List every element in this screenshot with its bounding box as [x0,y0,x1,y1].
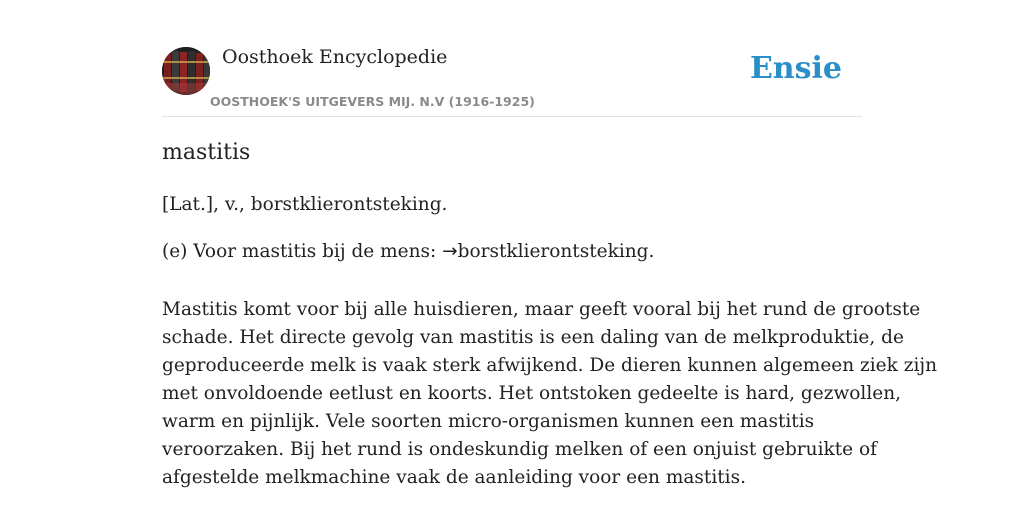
entry-definition: [Lat.], v., borstklierontsteking. [162,194,448,215]
body-line: veroorzaken. Bij het rund is ondeskundig melken of een onjuist gebruikte of [162,439,877,460]
article-page [162,0,938,488]
reference-link-label: borstklierontsteking [457,241,649,262]
brand-logo[interactable]: Ensie [749,51,842,86]
entry-body [162,296,938,492]
body-line: schade. Het directe gevolg van mastitis is een daling van de melkproduktie, de [162,327,904,348]
source-name[interactable]: Oosthoek Encyclopedie [222,46,448,68]
body-line: geproduceerde melk is vaak sterk afwijkend. De dieren kunnen algemeen ziek zijn [162,355,938,376]
body-line: afgestelde melkmachine vaak de aanleiding voor een mastitis. [162,467,746,488]
body-line: Mastitis komt voor bij alle huisdieren, maar geeft vooral bij het rund de grootste [162,299,921,320]
reference-suffix: . [648,241,655,262]
body-line: warm en pijnlijk. Vele soorten micro-organismen kunnen een mastitis [162,411,815,432]
reference-link[interactable] [442,241,648,262]
arrow-icon: → [442,241,458,262]
source-header [162,0,862,117]
source-subtitle: OOSTHOEK'S UITGEVERS MIJ. N.V (1916-1925) [210,94,535,109]
book-spines-icon [162,47,210,95]
source-avatar[interactable] [162,47,210,95]
entry-title: mastitis [162,140,251,165]
entry-reference [162,241,654,262]
body-line: met onvoldoende eetlust en koorts. Het ontstoken gedeelte is hard, gezwollen, [162,383,901,404]
reference-prefix: (e) Voor mastitis bij de mens: [162,241,443,262]
